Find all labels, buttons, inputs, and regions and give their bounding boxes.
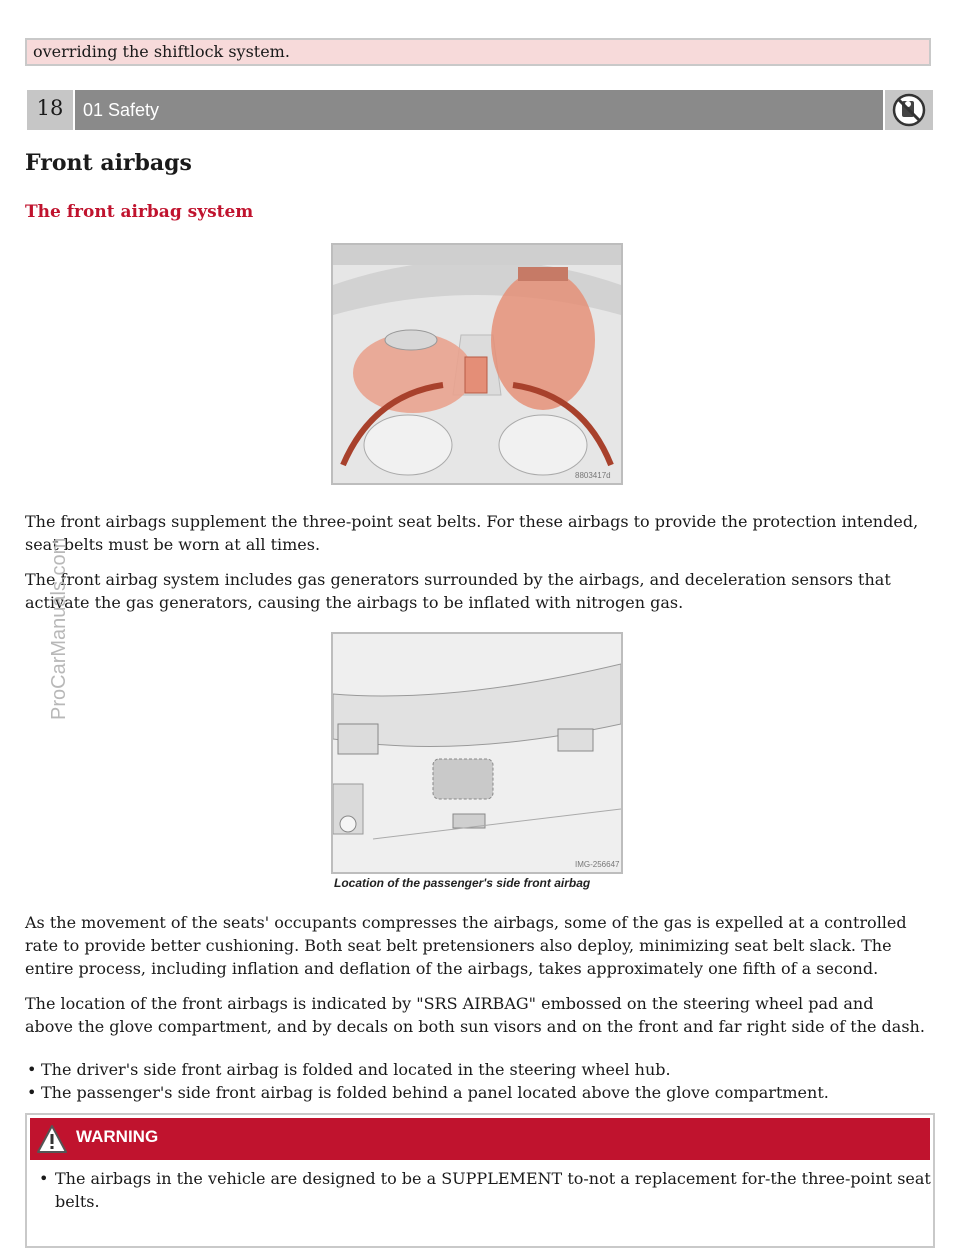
airbag-location-list bbox=[25, 1058, 829, 1104]
airbag-deployment-illustration bbox=[331, 243, 623, 485]
section-header bbox=[27, 90, 933, 130]
list-item: • The passenger's side front airbag is folded behind a panel located above the glove compartment. bbox=[25, 1081, 829, 1104]
watermark: ProCarManuals.com bbox=[48, 537, 70, 720]
figure-caption: Location of the passenger's side front airbag bbox=[334, 876, 591, 890]
figure-id: 8803417d bbox=[575, 471, 611, 480]
warning-label: WARNING bbox=[76, 1127, 159, 1146]
dashboard-airbag-location-illustration bbox=[331, 632, 623, 874]
figure-id: IMG-256647 bbox=[575, 860, 620, 869]
warning-item: • The airbags in the vehicle are designed to be a SUPPLEMENT to-not a replacement for-the three-point seat belts. bbox=[37, 1167, 933, 1213]
list-item: • The driver's side front airbag is folded and located in the steering wheel hub. bbox=[25, 1058, 829, 1081]
paragraph: The front airbag system includes gas generators surrounded by the airbags, and deceleration sensors that activate the gas generators, causing the airbags to be inflated with nitrogen gas. bbox=[25, 570, 891, 612]
warning-header bbox=[30, 1118, 930, 1160]
warning-triangle-icon bbox=[36, 1124, 68, 1158]
paragraph: The front airbags supplement the three-point seat belts. For these airbags to provide the protection intended, seat belts must be worn at all times. bbox=[25, 512, 919, 554]
paragraph: The location of the front airbags is indicated by "SRS AIRBAG" embossed on the steering wheel pad and above the glove compartment, and by decals on both sun visors and on the front and far right side of the dash. bbox=[25, 994, 925, 1036]
paragraph: As the movement of the seats' occupants compresses the airbags, some of the gas is expelled at a controlled rate to provide better cushioning. Both seat belt pretensioners also deploy, minimizing seat belt slack. The entire process, including inflation and deflation of the airbags, takes approximately one fifth of a second. bbox=[25, 913, 907, 978]
page-title: Front airbags bbox=[25, 150, 192, 176]
previous-section-box bbox=[25, 38, 931, 66]
subheading: The front airbag system bbox=[25, 202, 254, 222]
previous-section-text: overriding the shiftlock system. bbox=[33, 42, 290, 61]
warning-list bbox=[37, 1167, 933, 1213]
section-title: 01 Safety bbox=[75, 90, 883, 130]
page-number: 18 bbox=[27, 90, 73, 130]
warning-box bbox=[25, 1113, 935, 1248]
no-child-seat-icon bbox=[885, 90, 933, 130]
